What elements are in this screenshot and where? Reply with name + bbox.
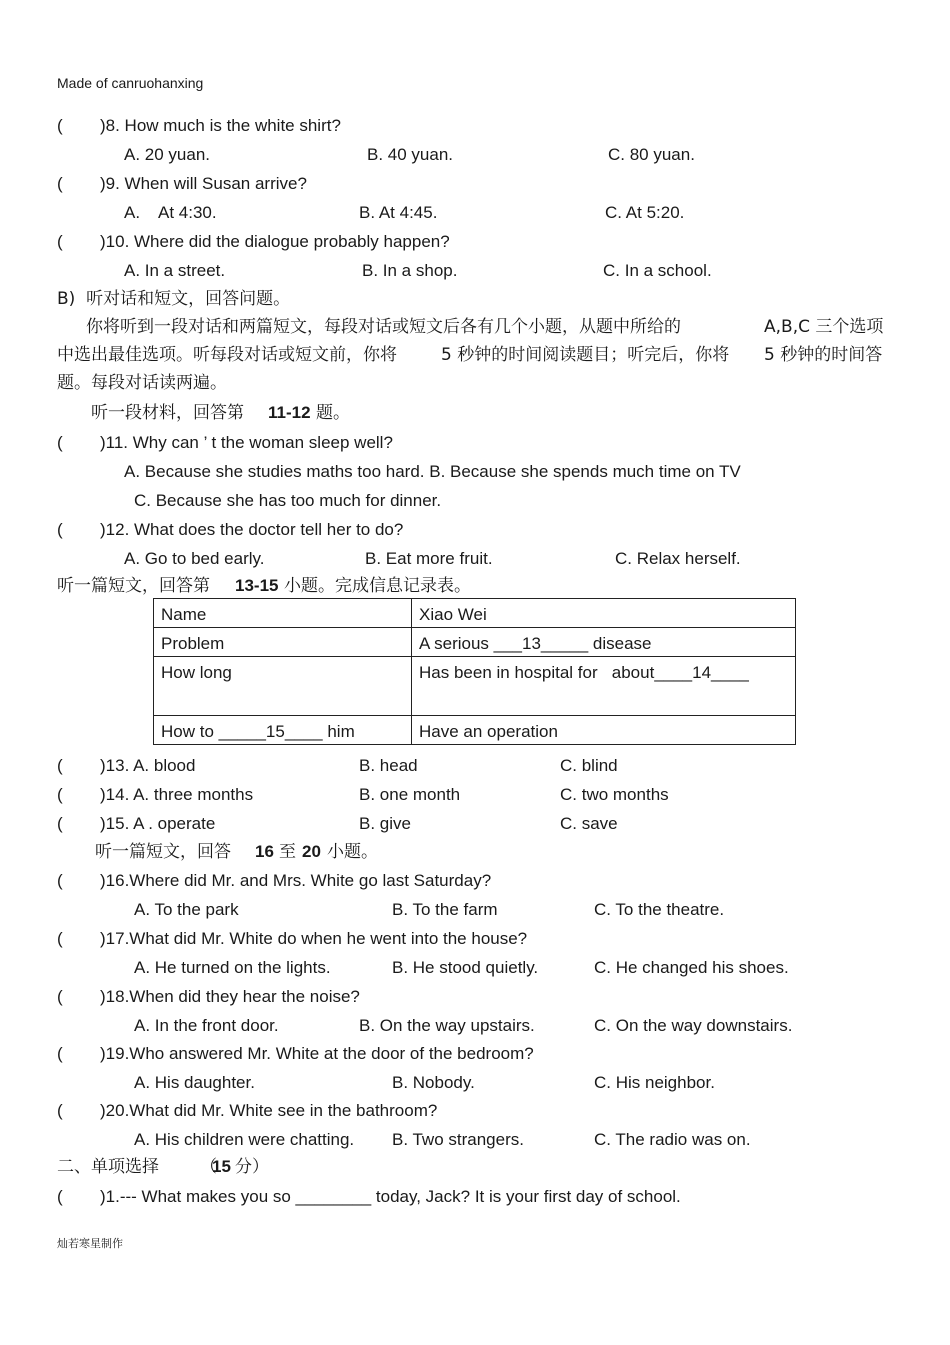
option-c: C. To the theatre. xyxy=(594,900,725,919)
cell-value: A serious ___13_____ disease xyxy=(419,634,652,653)
sub-instruction-number: 20 xyxy=(302,842,321,861)
option-c: C. In a school. xyxy=(603,261,712,280)
table-cell xyxy=(412,657,796,716)
instruction-text: 5 秒钟的时间答 xyxy=(764,345,883,365)
table-cell xyxy=(412,716,796,745)
option-b: B. 40 yuan. xyxy=(367,145,454,164)
sub-instruction: 至 xyxy=(279,842,296,862)
option-b: B. At 4:45. xyxy=(359,203,438,222)
option-a: A. 20 yuan. xyxy=(124,145,211,164)
option-c: C. blind xyxy=(560,756,618,775)
option-a: A. Go to bed early. xyxy=(124,549,265,568)
question-text: )10. Where did the dialogue probably happen? xyxy=(100,232,450,251)
question-text: )15. A . operate xyxy=(100,814,216,833)
option-a: A. To the park xyxy=(134,900,239,919)
question-paren: ( xyxy=(57,929,63,948)
table-row xyxy=(154,599,796,628)
table-row xyxy=(154,716,796,745)
cell-value: Has been in hospital for about____14____ xyxy=(419,663,749,682)
cell-value: Have an operation xyxy=(419,722,558,741)
section-heading: 二、单项选择 xyxy=(57,1157,159,1177)
option-a: A. His daughter. xyxy=(134,1073,255,1092)
option-c: C. He changed his shoes. xyxy=(594,958,789,977)
option-c: C. two months xyxy=(560,785,669,804)
question-text: )1.--- What makes you so ________ today, Jack? It is your first day of school. xyxy=(100,1187,681,1206)
table-cell xyxy=(412,599,796,628)
option-c: C. Because she has too much for dinner. xyxy=(134,491,442,510)
sub-instruction: 听一篇短文，回答第 xyxy=(57,576,210,596)
section-heading-number: 15 xyxy=(212,1157,231,1176)
option-a: A. He turned on the lights. xyxy=(134,958,331,977)
question-paren: ( xyxy=(57,871,63,890)
table-cell xyxy=(154,657,412,716)
option-c: C. His neighbor. xyxy=(594,1073,715,1092)
question-text: )12. What does the doctor tell her to do? xyxy=(100,520,404,539)
option-a: A. In a street. xyxy=(124,261,226,280)
question-paren: ( xyxy=(57,174,63,193)
question-text: )20.What did Mr. White see in the bathroom? xyxy=(100,1101,438,1120)
question-text: )11. Why can ’ t the woman sleep well? xyxy=(100,433,393,452)
question-text: )13. A. blood xyxy=(100,756,196,775)
instruction-text: 你将听到一段对话和两篇短文，每段对话或短文后各有几个小题，从题中所给的 xyxy=(86,317,681,337)
sub-instruction: 小题。完成信息记录表。 xyxy=(284,576,471,596)
table-cell xyxy=(412,628,796,657)
sub-instruction: 听一段材料，回答第 xyxy=(91,403,244,423)
cell-label: How to _____15____ him xyxy=(161,722,355,741)
option-b: B. Nobody. xyxy=(392,1073,475,1092)
table-row xyxy=(154,657,796,716)
option-b: B. In a shop. xyxy=(362,261,458,280)
sub-instruction-number: 16 xyxy=(255,842,274,861)
option-b: B. He stood quietly. xyxy=(392,958,539,977)
instruction-text: A,B,C 三个选项 xyxy=(764,317,884,337)
section-heading: B) 听对话和短文，回答问题。 xyxy=(57,289,291,309)
sub-instruction: 题。 xyxy=(316,403,350,423)
cell-value: Xiao Wei xyxy=(419,605,487,624)
option-c: C. On the way downstairs. xyxy=(594,1016,793,1035)
option-b: B. Eat more fruit. xyxy=(365,549,493,568)
sub-instruction-number: 11-12 xyxy=(268,403,311,422)
question-paren: ( xyxy=(57,520,63,539)
question-text: )8. How much is the white shirt? xyxy=(100,116,341,135)
question-paren: ( xyxy=(57,1044,63,1063)
question-text: )18.When did they hear the noise? xyxy=(100,987,360,1006)
section-heading: （ xyxy=(200,1157,217,1177)
question-paren: ( xyxy=(57,1101,63,1120)
table-cell xyxy=(154,716,412,745)
option-b: B. head xyxy=(359,756,418,775)
instruction-text: 5 秒钟的时间阅读题目；听完后，你将 xyxy=(441,345,730,365)
table-row xyxy=(154,628,796,657)
question-paren: ( xyxy=(57,785,63,804)
cell-label: Problem xyxy=(161,634,225,653)
sub-instruction-number: 13-15 xyxy=(235,576,279,595)
option-c: C. save xyxy=(560,814,618,833)
question-text: )9. When will Susan arrive? xyxy=(100,174,307,193)
option-b: B. On the way upstairs. xyxy=(359,1016,535,1035)
option-c: C. The radio was on. xyxy=(594,1130,751,1149)
option-a: A. At 4:30. xyxy=(124,203,217,222)
table-cell xyxy=(154,599,412,628)
option-b: B. give xyxy=(359,814,411,833)
sub-instruction: 听一篇短文，回答 xyxy=(95,842,231,862)
page-footer: 灿若寒星制作 xyxy=(57,1237,123,1250)
instruction-text: 题。每段对话读两遍。 xyxy=(57,373,227,393)
option-a: A. His children were chatting. xyxy=(134,1130,355,1149)
sub-instruction: 小题。 xyxy=(327,842,378,862)
option-c: C. At 5:20. xyxy=(605,203,685,222)
option-c: C. Relax herself. xyxy=(615,549,741,568)
option-c: C. 80 yuan. xyxy=(608,145,695,164)
question-text: )17.What did Mr. White do when he went into the house? xyxy=(100,929,528,948)
question-paren: ( xyxy=(57,814,63,833)
option-b: B. To the farm xyxy=(392,900,498,919)
info-record-table xyxy=(153,598,796,745)
question-paren: ( xyxy=(57,116,63,135)
table-cell xyxy=(154,628,412,657)
option-b: B. one month xyxy=(359,785,461,804)
question-paren: ( xyxy=(57,433,63,452)
cell-label: How long xyxy=(161,663,232,682)
option-ab: A. Because she studies maths too hard. B. Because she spends much time on TV xyxy=(124,462,741,481)
section-heading: 分） xyxy=(235,1157,269,1177)
cell-label: Name xyxy=(161,605,207,624)
page-header: Made of canruohanxing xyxy=(57,75,204,91)
question-paren: ( xyxy=(57,987,63,1006)
option-b: B. Two strangers. xyxy=(392,1130,524,1149)
question-text: )16.Where did Mr. and Mrs. White go last Saturday? xyxy=(100,871,492,890)
option-a: A. In the front door. xyxy=(134,1016,279,1035)
question-paren: ( xyxy=(57,232,63,251)
question-paren: ( xyxy=(57,1187,63,1206)
question-text: )19.Who answered Mr. White at the door of the bedroom? xyxy=(100,1044,534,1063)
question-text: )14. A. three months xyxy=(100,785,254,804)
question-paren: ( xyxy=(57,756,63,775)
instruction-text: 中选出最佳选项。听每段对话或短文前，你将 xyxy=(57,345,397,365)
